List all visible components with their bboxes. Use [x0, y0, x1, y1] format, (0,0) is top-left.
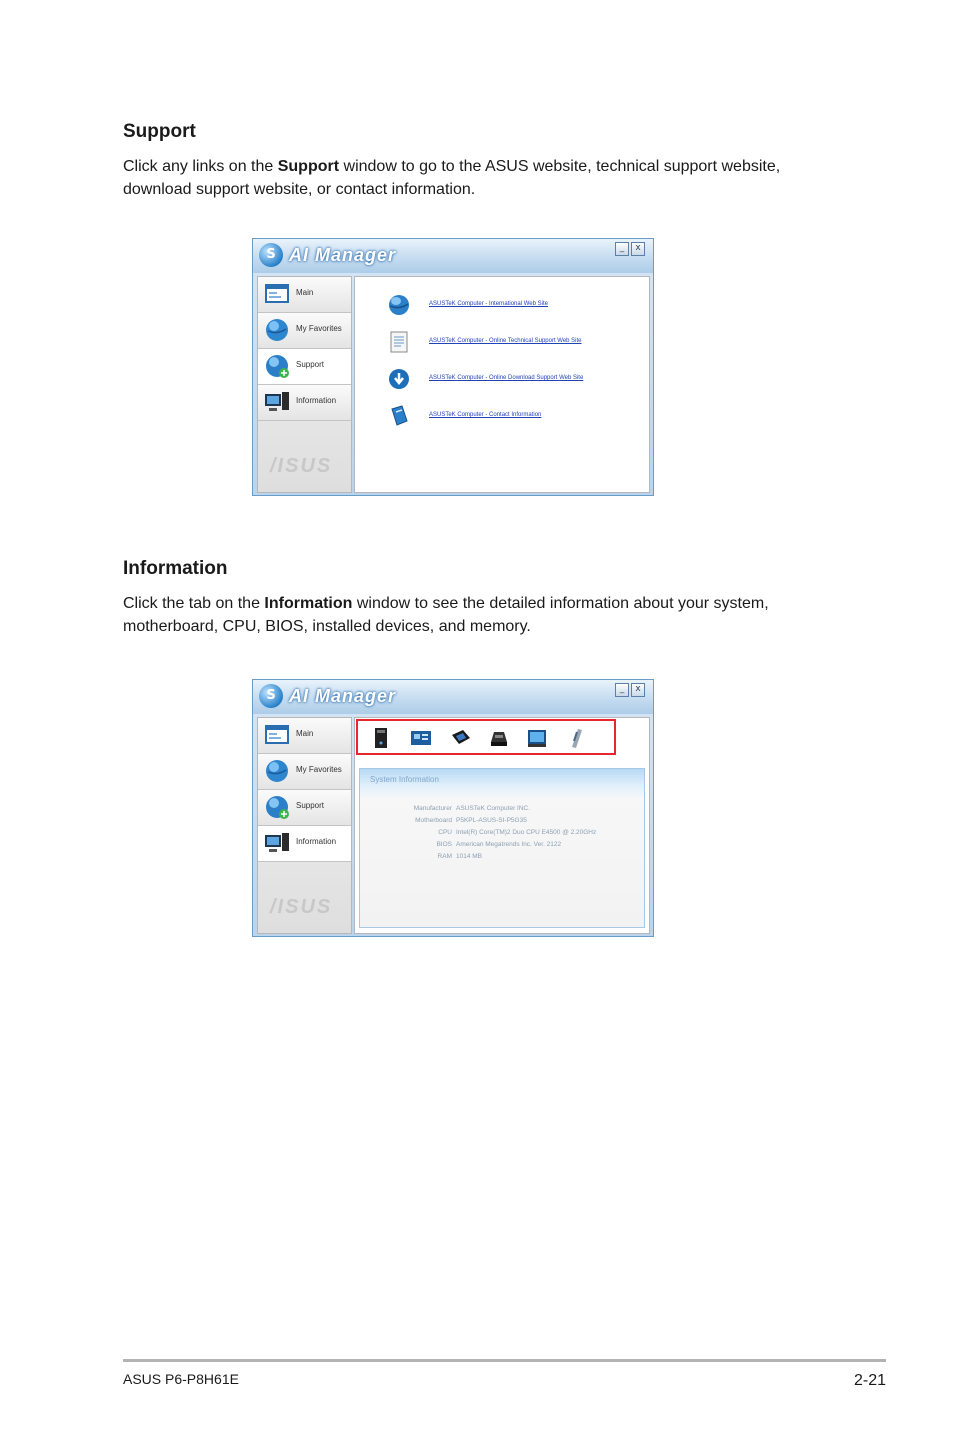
footer-page-number: 2-21	[853, 1372, 886, 1389]
support-description	[123, 155, 843, 201]
sidebar-item-support[interactable]	[258, 349, 351, 385]
support-bold: Support	[277, 158, 340, 175]
sidebar-item-main[interactable]	[258, 718, 351, 754]
sidebar-item-my-favorites[interactable]	[258, 754, 351, 790]
support-text-after: window to go to the ASUS website, technical support website, download support website, or contact information.	[123, 158, 781, 198]
information-description	[123, 592, 843, 638]
sidebar-item-main[interactable]	[258, 277, 351, 313]
panel-header: System Information	[370, 775, 439, 784]
window-title: AI Manager	[289, 686, 397, 706]
link-text[interactable]: ASUSTeK Computer - Contact Information	[429, 412, 542, 418]
sidebar-item-support[interactable]	[258, 790, 351, 826]
sidebar-item-label: Information	[296, 837, 337, 846]
link-text[interactable]: ASUSTeK Computer - Online Technical Support Web Site	[429, 338, 582, 344]
computer-info-icon	[264, 389, 290, 415]
support-text-before: Click any links on the	[123, 158, 278, 175]
main-window-icon	[264, 281, 290, 307]
link-technical-support[interactable]	[387, 330, 647, 356]
info-value: ASUSTeK Computer INC.	[456, 805, 531, 812]
support-heading: Support	[123, 121, 196, 142]
title-bar	[253, 680, 653, 714]
info-key: Manufacturer	[413, 805, 452, 812]
window-title: AI Manager	[289, 245, 397, 265]
info-key: RAM	[437, 853, 452, 860]
system-information-panel	[359, 768, 645, 928]
sidebar-item-label: Support	[296, 360, 325, 369]
minimize-button[interactable]: _	[615, 242, 629, 256]
main-window-icon	[264, 722, 290, 748]
favorites-globe-icon	[264, 758, 290, 784]
info-row	[360, 817, 646, 829]
information-window	[252, 679, 654, 937]
device-tabs-highlight	[356, 719, 616, 755]
computer-info-icon	[264, 830, 290, 856]
close-button[interactable]: x	[631, 683, 645, 697]
information-heading: Information	[123, 558, 228, 579]
book-icon	[387, 404, 411, 428]
info-row	[360, 841, 646, 853]
link-text[interactable]: ASUSTeK Computer - International Web Site	[429, 301, 548, 307]
support-globe-icon	[264, 794, 290, 820]
info-value: 1014 MB	[456, 853, 483, 860]
link-download-support[interactable]	[387, 367, 647, 393]
sidebar-item-label: My Favorites	[296, 324, 342, 333]
sidebar-item-label: Information	[296, 396, 337, 405]
download-icon	[387, 367, 411, 391]
sidebar-item-label: Main	[296, 729, 314, 738]
sidebar-item-information[interactable]	[258, 385, 351, 421]
link-text[interactable]: ASUSTeK Computer - Online Download Support Web Site	[429, 375, 584, 381]
sidebar-item-label: My Favorites	[296, 765, 342, 774]
link-contact-information[interactable]	[387, 404, 647, 430]
info-key: Motherboard	[415, 817, 452, 824]
globe-icon	[387, 293, 411, 317]
info-key: BIOS	[436, 841, 452, 848]
asus-logo: /ISUS	[270, 896, 333, 918]
support-content	[354, 276, 650, 493]
info-row	[360, 805, 646, 817]
support-window	[252, 238, 654, 496]
information-text-before: Click the tab on the	[123, 595, 265, 612]
info-row	[360, 829, 646, 841]
footer-divider	[123, 1359, 886, 1362]
info-row	[360, 853, 646, 865]
ai-manager-logo-icon: S	[259, 243, 283, 267]
document-icon	[387, 330, 411, 354]
sidebar-nav	[257, 717, 352, 934]
close-button[interactable]: x	[631, 242, 645, 256]
info-value: Intel(R) Core(TM)2 Duo CPU E4500 @ 2.20GHz	[456, 829, 597, 836]
info-value: P5KPL-ASUS-SI-P5G35	[456, 817, 527, 824]
information-bold: Information	[264, 595, 353, 612]
info-key: CPU	[438, 829, 452, 836]
information-text-after: window to see the detailed information about your system, motherboard, CPU, BIOS, installed devices, and memory.	[123, 595, 769, 635]
asus-logo: /ISUS	[270, 455, 333, 477]
sidebar-item-label: Support	[296, 801, 325, 810]
sidebar-item-information[interactable]	[258, 826, 351, 862]
ai-manager-logo-icon: S	[259, 684, 283, 708]
minimize-button[interactable]: _	[615, 683, 629, 697]
info-value: American Megatrends Inc. Ver. 2122	[456, 841, 562, 848]
sidebar-nav	[257, 276, 352, 493]
favorites-globe-icon	[264, 317, 290, 343]
link-international-site[interactable]	[387, 293, 647, 319]
footer-product-name: ASUS P6-P8H61E	[123, 1371, 239, 1387]
support-globe-icon	[264, 353, 290, 379]
sidebar-item-my-favorites[interactable]	[258, 313, 351, 349]
sidebar-item-label: Main	[296, 288, 314, 297]
title-bar	[253, 239, 653, 273]
